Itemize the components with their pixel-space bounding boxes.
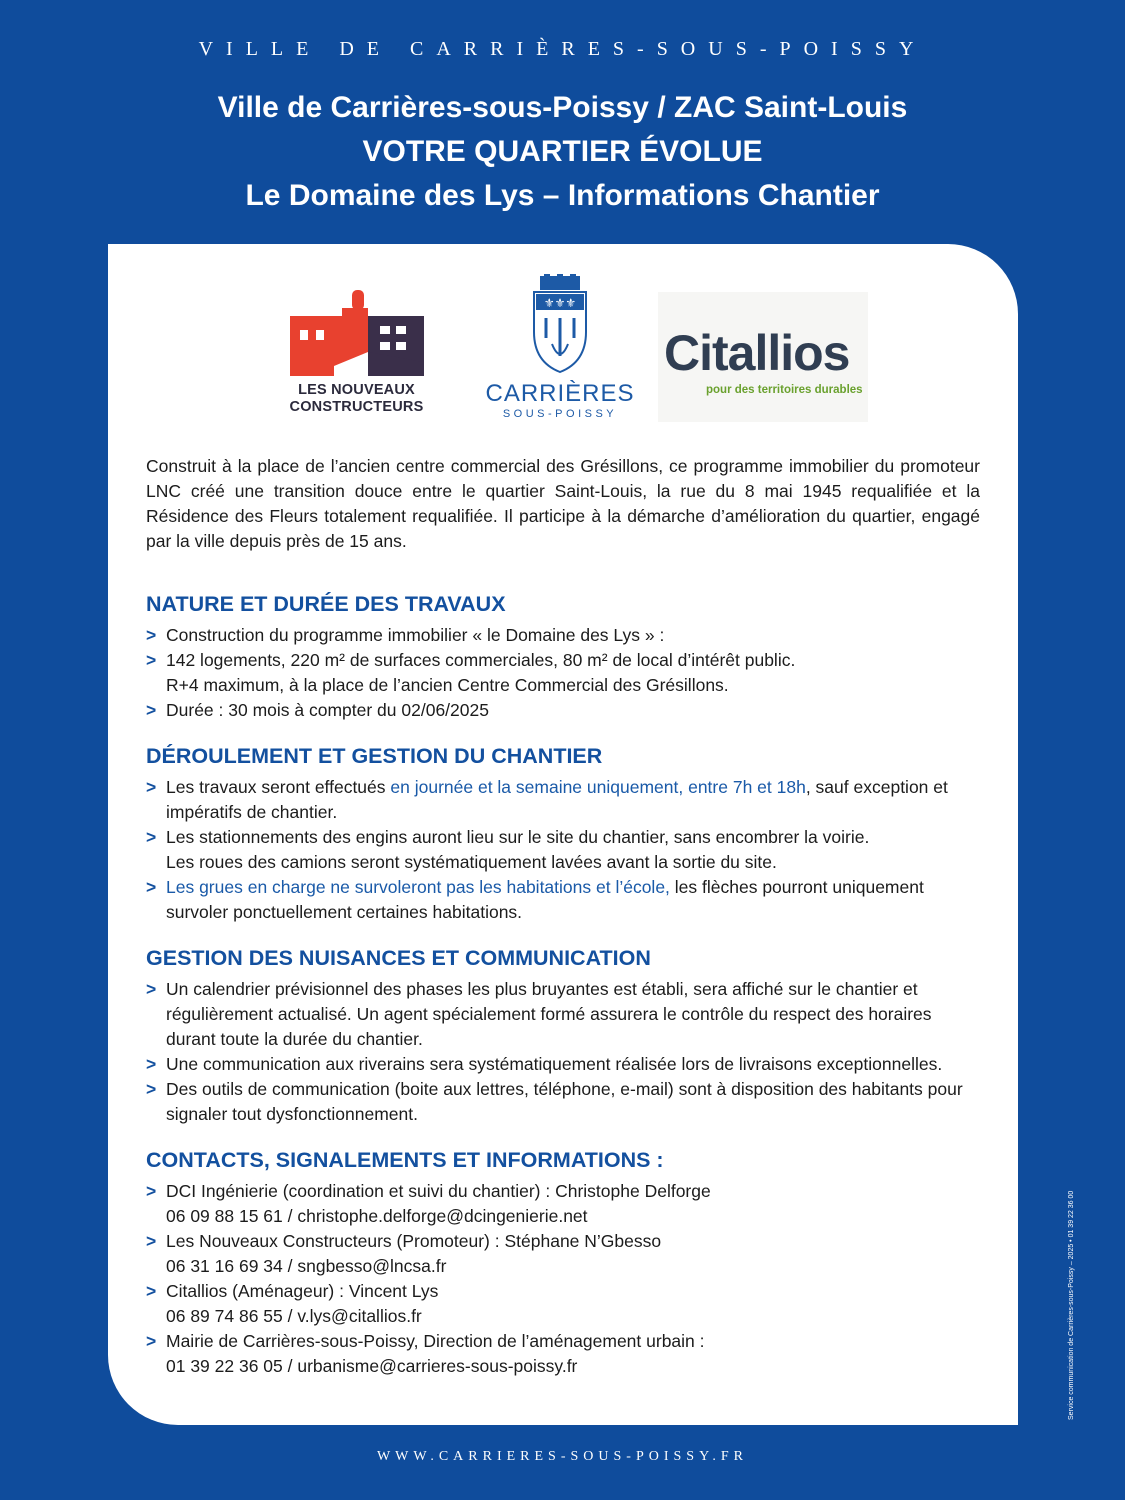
contact-details[interactable]: 06 31 16 69 34 / sngbesso@lncsa.fr xyxy=(166,1256,447,1276)
section-list-works xyxy=(146,623,980,723)
title-line-2: VOTRE QUARTIER ÉVOLUE xyxy=(362,135,763,168)
chevron-right-icon: > xyxy=(146,1231,157,1251)
logo-row xyxy=(108,244,1018,434)
city-logo-subtitle: SOUS-POISSY xyxy=(502,408,618,420)
title-line-1: Ville de Carrières-sous-Poissy / ZAC Saint-Louis xyxy=(217,91,908,124)
section-list-nuisances xyxy=(146,977,980,1127)
chevron-right-icon: > xyxy=(146,700,157,720)
chevron-right-icon: > xyxy=(146,827,157,847)
title-line-3: Le Domaine des Lys – Informations Chantier xyxy=(245,179,880,212)
list-item: > Un calendrier prévisionnel des phases les plus bruyantes est établi, sera affiché sur le chantier et régulièrement actualisé. Un agent spécialement formé assurera le contrôle du respect des horaires durant toute la durée du chantier. xyxy=(146,979,932,1049)
section-title-works: NATURE ET DURÉE DES TRAVAUX xyxy=(146,592,506,616)
lnc-logo xyxy=(284,286,429,421)
lnc-building-icon xyxy=(284,286,429,381)
city-logo-name: CARRIÈRES xyxy=(485,380,635,407)
svg-text:⚜⚜⚜: ⚜⚜⚜ xyxy=(543,296,577,310)
city-crest-icon xyxy=(530,274,590,374)
chevron-right-icon: > xyxy=(146,625,157,645)
chevron-right-icon: > xyxy=(146,650,157,670)
chevron-right-icon: > xyxy=(146,1054,157,1074)
side-credit-note: Service communication de Carrières-sous-Poissy – 2025 • 01 39 22 36 00 xyxy=(1068,1190,1075,1420)
list-item: > Une communication aux riverains sera systématiquement réalisée lors de livraisons exceptionnelles. xyxy=(146,1052,980,1077)
chevron-right-icon: > xyxy=(146,1331,157,1351)
intro-paragraph: Construit à la place de l’ancien centre commercial des Grésillons, ce programme immobilier du promoteur LNC créé une transition douce entre le quartier Saint-Louis, la rue du 8 mai 1945 requalifiée et la Résidence des Fleurs totalement requalifiée. Il participe à la démarche d’amélioration du quartier, engagé par la ville depuis près de 15 ans. xyxy=(146,456,980,551)
list-item: > 142 logements, 220 m² de surfaces commerciales, 80 m² de local d’intérêt public. R+4 maximum, à la place de l’ancien Centre Commercial des Grésillons. xyxy=(146,650,796,695)
chevron-right-icon: > xyxy=(146,1281,157,1301)
citallios-logo xyxy=(658,292,868,422)
page-titles xyxy=(0,86,1125,218)
chevron-right-icon: > xyxy=(146,1079,157,1099)
contact-details[interactable]: 06 09 88 15 61 / christophe.delforge@dcingenierie.net xyxy=(166,1206,588,1226)
contact-item: > Citallios (Aménageur) : Vincent Lys 06 89 74 86 55 / v.lys@citallios.fr xyxy=(146,1281,439,1326)
contact-item: > Mairie de Carrières-sous-Poissy, Direction de l’aménagement urbain : 01 39 22 36 05 / urbanisme@carrieres-sous-poissy.fr xyxy=(146,1331,705,1376)
list-item: > Les travaux seront effectués en journée et la semaine uniquement, entre 7h et 18h, sauf exception et impératifs de chantier. xyxy=(146,777,948,822)
list-item: > Les grues en charge ne survoleront pas les habitations et l’école, les flèches pourront uniquement survoler ponctuellement certaines habitations. xyxy=(146,877,924,922)
chevron-right-icon: > xyxy=(146,877,157,897)
contact-details[interactable]: 06 89 74 86 55 / v.lys@citallios.fr xyxy=(166,1306,422,1326)
section-list-contacts xyxy=(146,1179,980,1379)
citallios-logo-tagline: pour des territoires durables xyxy=(706,384,863,396)
content-card xyxy=(108,244,1018,1425)
list-item: > Durée : 30 mois à compter du 02/06/2025 xyxy=(146,698,980,723)
section-title-contacts: CONTACTS, SIGNALEMENTS ET INFORMATIONS : xyxy=(146,1148,664,1172)
section-title-site: DÉROULEMENT ET GESTION DU CHANTIER xyxy=(146,744,603,768)
city-logo xyxy=(480,274,640,424)
city-topline: VILLE DE CARRIÈRES-SOUS-POISSY xyxy=(198,38,927,60)
contact-item: > DCI Ingénierie (coordination et suivi du chantier) : Christophe Delforge 06 09 88 15 61 / christophe.delforge@dcingenierie.net xyxy=(146,1181,711,1226)
footer-website-link[interactable]: WWW.CARRIERES-SOUS-POISSY.FR xyxy=(376,1449,749,1464)
section-list-site xyxy=(146,775,980,925)
citallios-logo-name: Citallios xyxy=(664,325,850,381)
main-content xyxy=(146,454,980,1397)
contact-details[interactable]: 01 39 22 36 05 / urbanisme@carrieres-sous-poissy.fr xyxy=(166,1356,578,1376)
list-item: > Construction du programme immobilier « le Domaine des Lys » : xyxy=(146,623,980,648)
lnc-name-line-2: CONSTRUCTEURS xyxy=(289,399,424,415)
section-title-nuisances: GESTION DES NUISANCES ET COMMUNICATION xyxy=(146,946,651,970)
list-item: > Des outils de communication (boite aux lettres, téléphone, e-mail) sont à disposition des habitants pour signaler tout dysfonctionnement. xyxy=(146,1079,963,1124)
contact-item: > Les Nouveaux Constructeurs (Promoteur) : Stéphane N’Gbesso 06 31 16 69 34 / sngbesso@lncsa.fr xyxy=(146,1231,662,1276)
chevron-right-icon: > xyxy=(146,1181,157,1201)
list-item: > Les stationnements des engins auront lieu sur le site du chantier, sans encombrer la voirie. Les roues des camions seront systématiquement lavées avant la sortie du site. xyxy=(146,827,870,872)
lnc-name-line-1: LES NOUVEAUX xyxy=(298,382,415,398)
chevron-right-icon: > xyxy=(146,777,157,797)
chevron-right-icon: > xyxy=(146,979,157,999)
